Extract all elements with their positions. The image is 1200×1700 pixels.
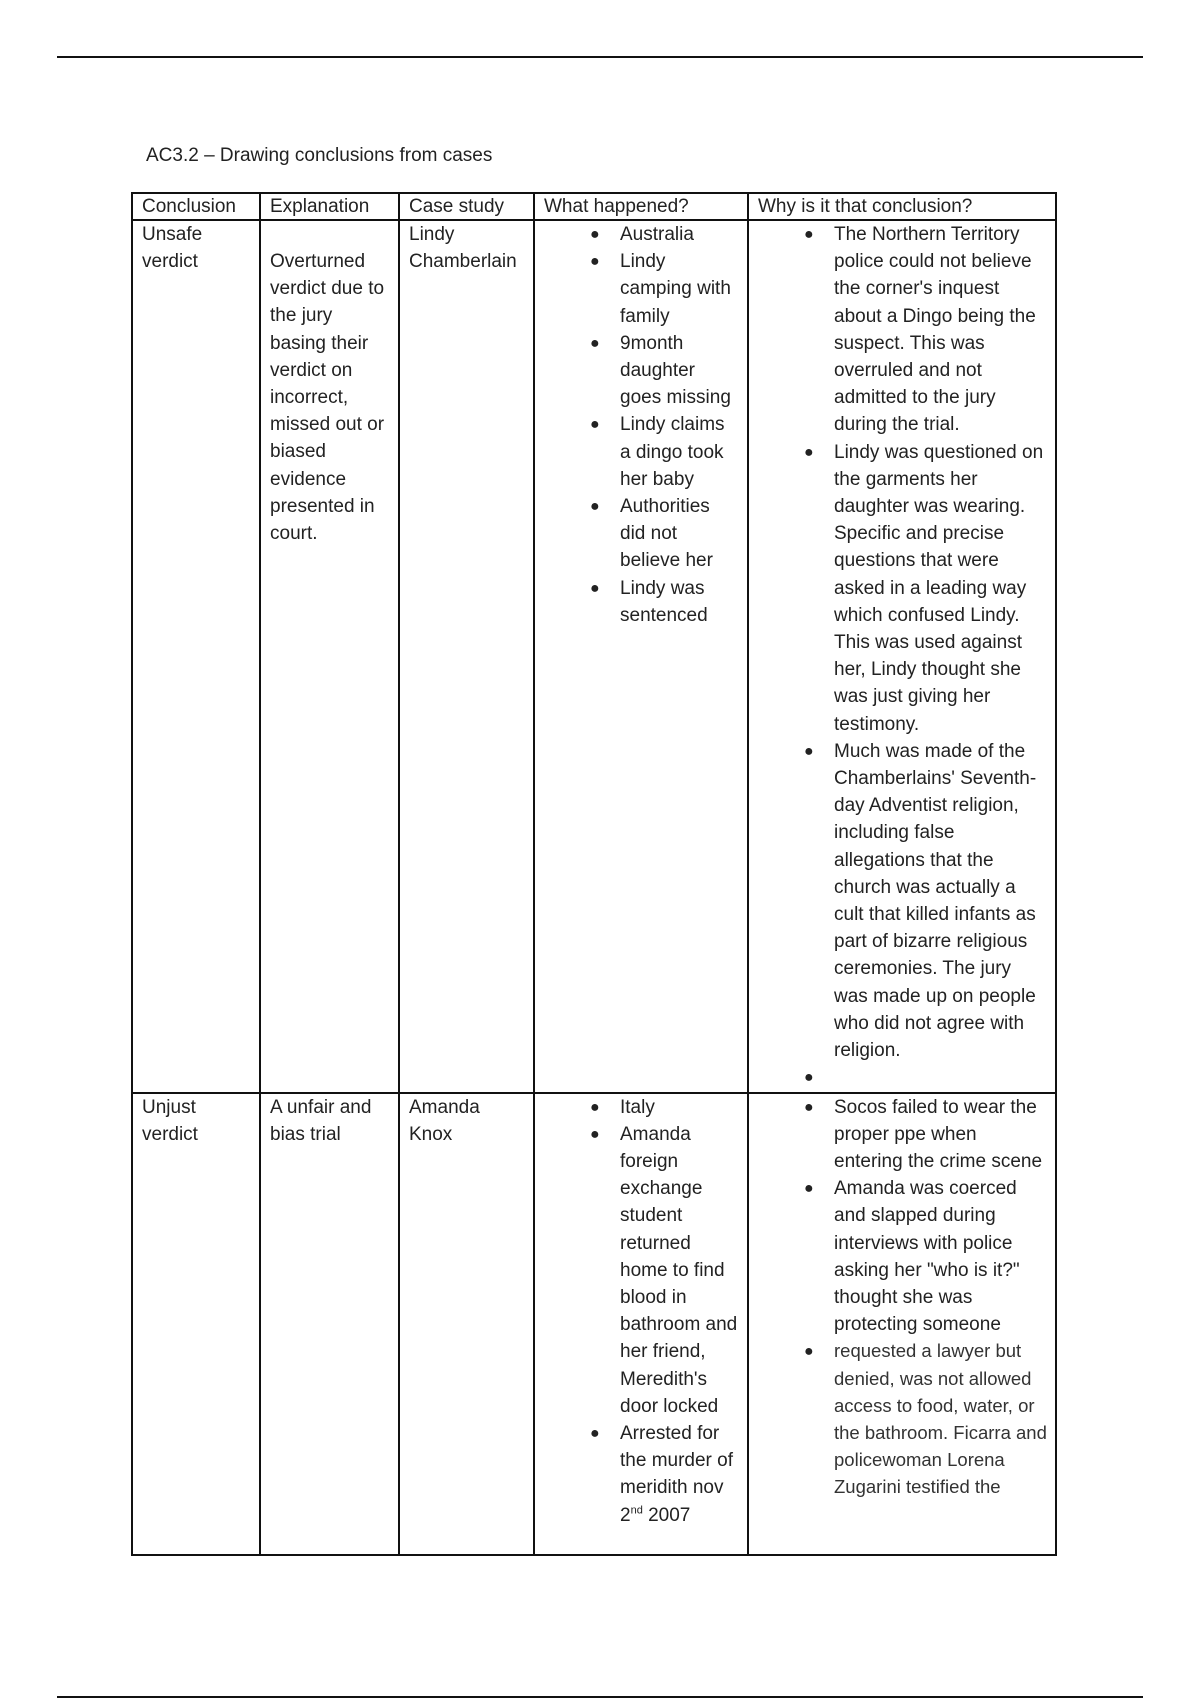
what-happened-list: [544, 221, 739, 629]
bullet-icon: ●: [804, 443, 814, 461]
header-rule: [57, 56, 1143, 58]
list-item: ● Authorities did not believe her: [544, 493, 739, 575]
table-row: [132, 1093, 1056, 1555]
header-what-happened: What happened?: [534, 193, 748, 220]
explanation-text: Overturned verdict due to the jury basing their verdict on incorrect, missed out or biased evidence presented in court.: [270, 251, 385, 545]
case-study-cell: Amanda Knox: [399, 1093, 534, 1555]
list-item: ● Much was made of the Chamberlains' Seventh-day Adventist religion, including false allegations that the church was actually a cult that killed infants as part of bizarre religious ceremonies. The jury was made up on people who did not agree with religion.: [758, 738, 1047, 1064]
table-header-row: [132, 193, 1056, 220]
header-case-study: Case study: [399, 193, 534, 220]
list-item: [758, 1064, 1047, 1091]
date-suffix: nd: [630, 1504, 643, 1517]
why-cell: [748, 220, 1056, 1093]
bullet-icon: ●: [804, 1343, 814, 1361]
date-year: 2007: [642, 1504, 691, 1526]
list-item: ● Australia: [544, 221, 739, 248]
explanation-cell: [260, 220, 399, 1093]
list-item: ● requested a lawyer but denied, was not allowed access to food, water, or the bathroom. Ficarra and policewoman Lorena Zugarini testified the: [804, 1340, 1047, 1498]
page-title: AC3.2 – Drawing conclusions from cases: [146, 145, 493, 166]
list-item: ● 9month daughter goes missing: [544, 330, 739, 412]
table-row: [132, 220, 1056, 1093]
list-item: ● Amanda foreign exchange student returned home to find blood in bathroom and her friend, Meredith's door locked: [544, 1121, 739, 1420]
bullet-icon: ●: [590, 1125, 600, 1143]
bullet-icon: ●: [590, 416, 600, 434]
list-item: ● Lindy claims a dingo took her baby: [544, 411, 739, 493]
bullet-icon: ●: [590, 253, 600, 271]
conclusion-cell: Unjust verdict: [132, 1093, 260, 1555]
list-item: ● Italy: [544, 1094, 739, 1121]
what-happened-list: [544, 1094, 739, 1529]
footer-rule: [57, 1696, 1143, 1698]
bullet-icon: ●: [590, 498, 600, 516]
bullet-icon: ●: [590, 579, 600, 597]
conclusion-cell: Unsafe verdict: [132, 220, 260, 1093]
header-why: Why is it that conclusion?: [748, 193, 1056, 220]
why-list: [758, 221, 1047, 1092]
what-happened-cell: [534, 220, 748, 1093]
bullet-icon: ●: [804, 1098, 814, 1116]
list-item: ● Lindy was questioned on the garments her daughter was wearing. Specific and precise questions that were asked in a leading way which confused Lindy. This was used against her, Lindy thought she was just giving her testimony.: [758, 439, 1047, 738]
bullet-icon: ●: [590, 1098, 600, 1116]
bullet-icon: ●: [804, 742, 814, 760]
bullet-icon: ●: [590, 226, 600, 243]
list-item: ● Socos failed to wear the proper ppe when entering the crime scene: [758, 1094, 1047, 1176]
bullet-icon: ●: [590, 334, 600, 352]
why-list: [758, 1094, 1047, 1502]
header-conclusion: Conclusion: [132, 193, 260, 220]
list-item: ● Lindy camping with family: [544, 248, 739, 330]
conclusions-table: [131, 192, 1057, 1556]
list-item: ● The Northern Territory police could not believe the corner's inquest about a Dingo being the suspect. This was overruled and not admitted to the jury during the trial.: [758, 221, 1047, 439]
list-item: ● Amanda was coerced and slapped during interviews with police asking her "who is it?" thought she was protecting someone: [758, 1175, 1047, 1338]
bullet-icon: ●: [804, 1180, 814, 1198]
bullet-icon: ●: [590, 1424, 600, 1442]
list-item: ● Arrested for the murder of meridith nov 2nd 2007: [544, 1420, 739, 1529]
explanation-cell: A unfair and bias trial: [260, 1093, 399, 1555]
what-happened-cell: [534, 1093, 748, 1555]
case-study-cell: Lindy Chamberlain: [399, 220, 534, 1093]
list-item: ● Lindy was sentenced: [544, 575, 739, 629]
bullet-icon: ●: [804, 1069, 814, 1087]
why-cell: [748, 1093, 1056, 1555]
header-explanation: Explanation: [260, 193, 399, 220]
bullet-icon: ●: [804, 226, 814, 243]
